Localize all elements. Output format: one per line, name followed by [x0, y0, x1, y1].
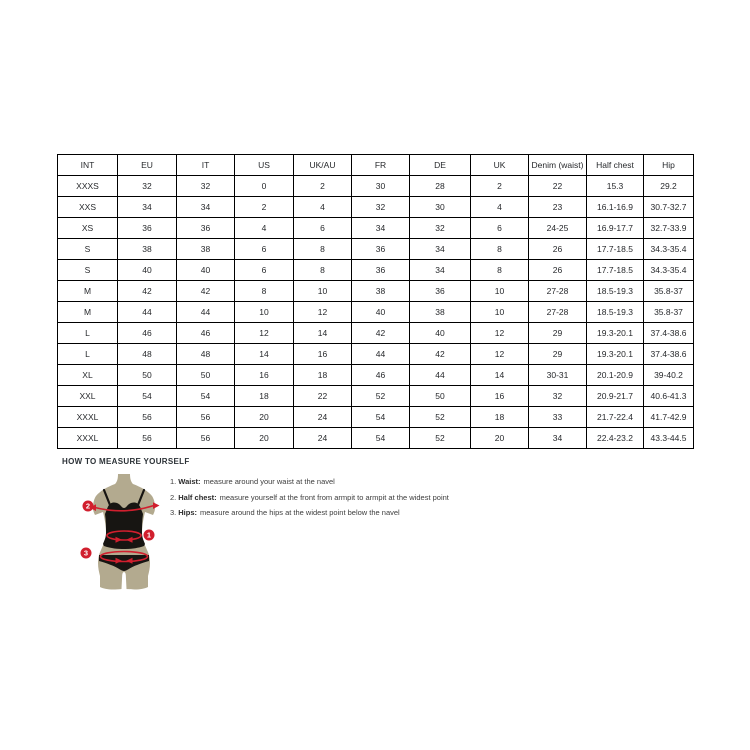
- table-cell: 52: [352, 386, 410, 407]
- table-cell: 14: [235, 344, 294, 365]
- table-cell: 8: [471, 260, 529, 281]
- table-cell: 40: [118, 260, 177, 281]
- column-header: EU: [118, 155, 177, 176]
- column-header: Denim (waist): [529, 155, 587, 176]
- table-cell: 32: [118, 176, 177, 197]
- table-cell: 48: [118, 344, 177, 365]
- table-cell: 4: [471, 197, 529, 218]
- table-cell: 29: [529, 344, 587, 365]
- column-header: INT: [58, 155, 118, 176]
- table-row: [58, 302, 694, 323]
- table-cell: 18.5-19.3: [587, 302, 644, 323]
- table-cell: XL: [58, 365, 118, 386]
- table-cell: 24-25: [529, 218, 587, 239]
- table-cell: 16.1-16.9: [587, 197, 644, 218]
- table-cell: 14: [294, 323, 352, 344]
- measure-step: [170, 508, 449, 517]
- table-cell: 18.5-19.3: [587, 281, 644, 302]
- waist-marker-number: 1: [146, 530, 152, 540]
- table-cell: 29: [529, 323, 587, 344]
- step-label: Half chest:: [178, 492, 217, 502]
- table-cell: 10: [235, 302, 294, 323]
- measure-heading: HOW TO MEASURE YOURSELF: [62, 457, 190, 466]
- table-cell: 50: [118, 365, 177, 386]
- table-cell: 34: [410, 239, 471, 260]
- table-cell: L: [58, 344, 118, 365]
- table-cell: 29.2: [644, 176, 694, 197]
- table-cell: 18: [471, 407, 529, 428]
- table-cell: 17.7-18.5: [587, 239, 644, 260]
- table-cell: 34: [410, 260, 471, 281]
- table-cell: 34: [352, 218, 410, 239]
- table-cell: 56: [118, 407, 177, 428]
- table-cell: 19.3-20.1: [587, 323, 644, 344]
- table-cell: 30.7-32.7: [644, 197, 694, 218]
- table-cell: 46: [177, 323, 235, 344]
- table-cell: 2: [294, 176, 352, 197]
- table-cell: 22.4-23.2: [587, 428, 644, 449]
- table-cell: 56: [118, 428, 177, 449]
- table-cell: 8: [294, 239, 352, 260]
- size-table-body: [58, 176, 694, 449]
- table-cell: 50: [177, 365, 235, 386]
- column-header: Hip: [644, 155, 694, 176]
- table-cell: 30-31: [529, 365, 587, 386]
- table-cell: S: [58, 260, 118, 281]
- table-cell: 14: [471, 365, 529, 386]
- table-cell: 19.3-20.1: [587, 344, 644, 365]
- table-cell: 22: [294, 386, 352, 407]
- table-cell: XXS: [58, 197, 118, 218]
- chest-arrow-right: [153, 502, 160, 509]
- table-cell: 54: [352, 407, 410, 428]
- step-text: measure around your waist at the navel: [203, 477, 335, 486]
- table-cell: 10: [471, 281, 529, 302]
- table-cell: 6: [235, 239, 294, 260]
- table-cell: 40.6-41.3: [644, 386, 694, 407]
- table-cell: 42: [118, 281, 177, 302]
- table-cell: 36: [177, 218, 235, 239]
- table-cell: 16: [235, 365, 294, 386]
- table-cell: 27-28: [529, 281, 587, 302]
- table-cell: 16.9-17.7: [587, 218, 644, 239]
- table-cell: 44: [352, 344, 410, 365]
- column-header: UK/AU: [294, 155, 352, 176]
- table-cell: 4: [235, 218, 294, 239]
- table-cell: 8: [294, 260, 352, 281]
- table-cell: 32.7-33.9: [644, 218, 694, 239]
- table-cell: 44: [410, 365, 471, 386]
- table-cell: XXXS: [58, 176, 118, 197]
- table-cell: 38: [118, 239, 177, 260]
- table-cell: 20: [471, 428, 529, 449]
- table-cell: 38: [177, 239, 235, 260]
- table-cell: 8: [235, 281, 294, 302]
- table-cell: 36: [410, 281, 471, 302]
- table-cell: 54: [352, 428, 410, 449]
- table-cell: 26: [529, 260, 587, 281]
- table-cell: 46: [118, 323, 177, 344]
- table-row: [58, 260, 694, 281]
- table-cell: 30: [352, 176, 410, 197]
- table-cell: 2: [471, 176, 529, 197]
- table-cell: 12: [294, 302, 352, 323]
- table-row: [58, 344, 694, 365]
- table-cell: 4: [294, 197, 352, 218]
- table-cell: 40: [177, 260, 235, 281]
- chest-marker-number: 2: [85, 501, 91, 511]
- measure-steps: [170, 477, 449, 524]
- column-header: UK: [471, 155, 529, 176]
- table-cell: 18: [294, 365, 352, 386]
- table-cell: 32: [352, 197, 410, 218]
- table-cell: 6: [235, 260, 294, 281]
- table-cell: 33: [529, 407, 587, 428]
- table-cell: 34: [118, 197, 177, 218]
- table-cell: 42: [177, 281, 235, 302]
- table-cell: 56: [177, 407, 235, 428]
- step-number: 2.: [170, 492, 177, 502]
- table-cell: 10: [471, 302, 529, 323]
- table-cell: 21.7-22.4: [587, 407, 644, 428]
- column-header: DE: [410, 155, 471, 176]
- table-cell: 52: [410, 428, 471, 449]
- table-row: [58, 239, 694, 260]
- table-cell: 30: [410, 197, 471, 218]
- table-cell: 24: [294, 428, 352, 449]
- table-cell: 27-28: [529, 302, 587, 323]
- table-cell: 10: [294, 281, 352, 302]
- table-cell: 44: [177, 302, 235, 323]
- table-cell: 32: [529, 386, 587, 407]
- step-text: measure yourself at the front from armpit to armpit at the widest point: [219, 492, 449, 502]
- table-cell: 34: [529, 428, 587, 449]
- table-cell: 36: [352, 260, 410, 281]
- measurement-figure: [76, 471, 168, 595]
- table-cell: 16: [471, 386, 529, 407]
- table-cell: 6: [471, 218, 529, 239]
- header-row: [58, 155, 694, 176]
- step-number: 3.: [170, 508, 177, 517]
- table-cell: 54: [177, 386, 235, 407]
- table-cell: 32: [177, 176, 235, 197]
- table-cell: 16: [294, 344, 352, 365]
- table-cell: 41.7-42.9: [644, 407, 694, 428]
- table-cell: 38: [352, 281, 410, 302]
- table-cell: 17.7-18.5: [587, 260, 644, 281]
- table-cell: 34: [177, 197, 235, 218]
- table-cell: 20: [235, 407, 294, 428]
- column-header: IT: [177, 155, 235, 176]
- chest-marker-badge: [83, 501, 94, 512]
- table-cell: 23: [529, 197, 587, 218]
- table-cell: 32: [410, 218, 471, 239]
- table-cell: L: [58, 323, 118, 344]
- column-header: FR: [352, 155, 410, 176]
- table-row: [58, 176, 694, 197]
- table-cell: 50: [410, 386, 471, 407]
- table-row: [58, 323, 694, 344]
- waist-marker-badge: [144, 530, 155, 541]
- table-row: [58, 281, 694, 302]
- table-cell: XXXL: [58, 428, 118, 449]
- table-cell: 35.8-37: [644, 281, 694, 302]
- table-cell: 2: [235, 197, 294, 218]
- table-cell: 35.8-37: [644, 302, 694, 323]
- table-row: [58, 218, 694, 239]
- table-cell: 20.9-21.7: [587, 386, 644, 407]
- table-cell: 8: [471, 239, 529, 260]
- hips-marker-badge: [81, 548, 92, 559]
- hips-marker-number: 3: [83, 548, 89, 558]
- step-number: 1.: [170, 477, 177, 486]
- table-cell: 48: [177, 344, 235, 365]
- table-cell: 56: [177, 428, 235, 449]
- table-cell: 15.3: [587, 176, 644, 197]
- table-cell: 38: [410, 302, 471, 323]
- table-cell: S: [58, 239, 118, 260]
- step-label: Waist:: [178, 477, 201, 486]
- table-cell: 43.3-44.5: [644, 428, 694, 449]
- table-cell: 52: [410, 407, 471, 428]
- step-label: Hips:: [178, 508, 198, 517]
- table-cell: M: [58, 281, 118, 302]
- table-row: [58, 428, 694, 449]
- table-cell: 20: [235, 428, 294, 449]
- column-header: Half chest: [587, 155, 644, 176]
- table-cell: 42: [352, 323, 410, 344]
- table-cell: 20.1-20.9: [587, 365, 644, 386]
- table-cell: 26: [529, 239, 587, 260]
- table-cell: 44: [118, 302, 177, 323]
- table-cell: 42: [410, 344, 471, 365]
- table-cell: 40: [352, 302, 410, 323]
- table-row: [58, 407, 694, 428]
- table-row: [58, 386, 694, 407]
- table-cell: 12: [235, 323, 294, 344]
- table-cell: XXL: [58, 386, 118, 407]
- table-cell: 37.4-38.6: [644, 323, 694, 344]
- table-cell: 34.3-35.4: [644, 260, 694, 281]
- table-cell: 24: [294, 407, 352, 428]
- table-cell: 39-40.2: [644, 365, 694, 386]
- step-text: measure around the hips at the widest point below the navel: [200, 508, 400, 517]
- table-cell: 12: [471, 344, 529, 365]
- table-cell: XXXL: [58, 407, 118, 428]
- table-cell: 34.3-35.4: [644, 239, 694, 260]
- table-row: [58, 365, 694, 386]
- table-cell: 37.4-38.6: [644, 344, 694, 365]
- table-cell: 12: [471, 323, 529, 344]
- table-cell: 54: [118, 386, 177, 407]
- table-cell: 36: [118, 218, 177, 239]
- table-cell: 46: [352, 365, 410, 386]
- table-cell: 40: [410, 323, 471, 344]
- table-cell: 28: [410, 176, 471, 197]
- table-row: [58, 197, 694, 218]
- measure-step: [170, 493, 449, 502]
- table-cell: 36: [352, 239, 410, 260]
- table-cell: 0: [235, 176, 294, 197]
- table-cell: XS: [58, 218, 118, 239]
- table-cell: 6: [294, 218, 352, 239]
- table-cell: M: [58, 302, 118, 323]
- column-header: US: [235, 155, 294, 176]
- size-chart-table: [57, 154, 694, 449]
- table-cell: 18: [235, 386, 294, 407]
- measure-step: [170, 477, 449, 486]
- size-chart-header: [58, 155, 694, 176]
- table-cell: 22: [529, 176, 587, 197]
